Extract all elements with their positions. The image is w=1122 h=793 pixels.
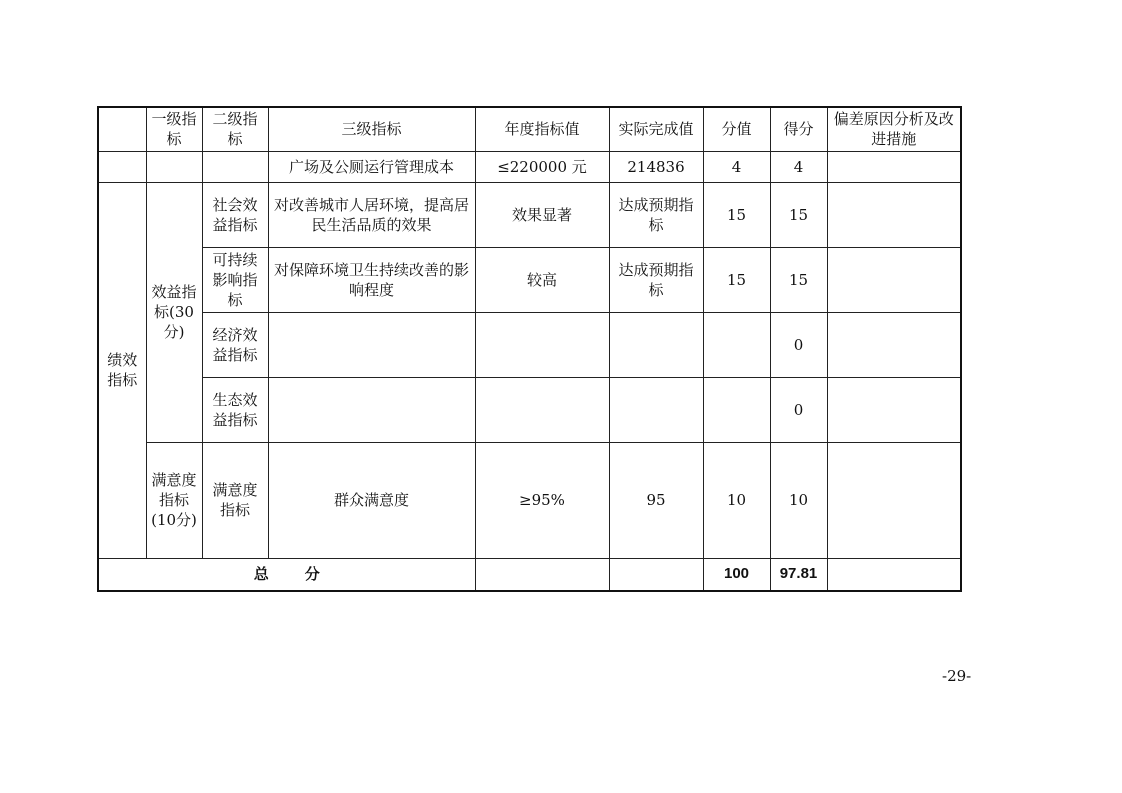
score-cell: 10 <box>770 442 827 558</box>
target-cell: 效果显著 <box>475 182 609 247</box>
total-label-a: 总 <box>253 565 269 584</box>
total-analysis <box>827 558 961 591</box>
table-row <box>98 312 961 377</box>
header-level1: 一级指标 <box>146 107 202 151</box>
actual-cell: 达成预期指标 <box>609 247 703 312</box>
target-cell <box>475 377 609 442</box>
total-actual <box>609 558 703 591</box>
actual-cell <box>609 377 703 442</box>
total-target <box>475 558 609 591</box>
level3-cell: 群众满意度 <box>268 442 475 558</box>
cost-target: ≤220000 元 <box>475 151 609 182</box>
weight-cell <box>703 377 770 442</box>
target-cell: 较高 <box>475 247 609 312</box>
header-level2: 二级指标 <box>202 107 268 151</box>
level2-cell: 满意度指标 <box>202 442 268 558</box>
table-row <box>98 247 961 312</box>
cost-actual: 214836 <box>609 151 703 182</box>
header-actual: 实际完成值 <box>609 107 703 151</box>
analysis-cell <box>827 182 961 247</box>
header-level3: 三级指标 <box>268 107 475 151</box>
weight-cell: 10 <box>703 442 770 558</box>
analysis-cell <box>827 312 961 377</box>
cost-weight: 4 <box>703 151 770 182</box>
weight-cell: 15 <box>703 247 770 312</box>
performance-table <box>97 106 962 592</box>
level2-cell: 社会效益指标 <box>202 182 268 247</box>
level3-cell <box>268 377 475 442</box>
score-cell: 15 <box>770 247 827 312</box>
analysis-cell <box>827 442 961 558</box>
header-analysis: 偏差原因分析及改进措施 <box>827 107 961 151</box>
total-row <box>98 558 961 591</box>
total-weight: 100 <box>703 558 770 591</box>
cell-empty <box>146 151 202 182</box>
actual-cell: 95 <box>609 442 703 558</box>
analysis-cell <box>827 377 961 442</box>
cost-indicator: 广场及公厕运行管理成本 <box>268 151 475 182</box>
target-cell <box>475 312 609 377</box>
total-label <box>98 558 475 591</box>
satisfaction-row <box>98 442 961 558</box>
level2-cell: 经济效益指标 <box>202 312 268 377</box>
cost-score: 4 <box>770 151 827 182</box>
cell-empty <box>98 151 146 182</box>
benefit-group-cell: 效益指标(30分) <box>146 182 202 442</box>
score-cell: 0 <box>770 377 827 442</box>
target-cell: ≥95% <box>475 442 609 558</box>
score-cell: 0 <box>770 312 827 377</box>
cost-row <box>98 151 961 182</box>
level3-cell: 对保障环境卫生持续改善的影响程度 <box>268 247 475 312</box>
actual-cell <box>609 312 703 377</box>
analysis-cell <box>827 247 961 312</box>
weight-cell <box>703 312 770 377</box>
satisfaction-group-cell: 满意度指标(10分) <box>146 442 202 558</box>
total-label-b: 分 <box>304 565 320 584</box>
page-number: -29- <box>942 667 972 685</box>
header-weight: 分值 <box>703 107 770 151</box>
header-blank <box>98 107 146 151</box>
cost-analysis <box>827 151 961 182</box>
perf-group-cell: 绩效指标 <box>98 182 146 558</box>
header-row <box>98 107 961 151</box>
table-row <box>98 182 961 247</box>
level2-cell: 生态效益指标 <box>202 377 268 442</box>
actual-cell: 达成预期指标 <box>609 182 703 247</box>
score-cell: 15 <box>770 182 827 247</box>
level3-cell <box>268 312 475 377</box>
table-row <box>98 377 961 442</box>
weight-cell: 15 <box>703 182 770 247</box>
header-score: 得分 <box>770 107 827 151</box>
cell-empty <box>202 151 268 182</box>
level3-cell: 对改善城市人居环境，提高居民生活品质的效果 <box>268 182 475 247</box>
total-score: 97.81 <box>770 558 827 591</box>
header-target: 年度指标值 <box>475 107 609 151</box>
level2-cell: 可持续影响指标 <box>202 247 268 312</box>
